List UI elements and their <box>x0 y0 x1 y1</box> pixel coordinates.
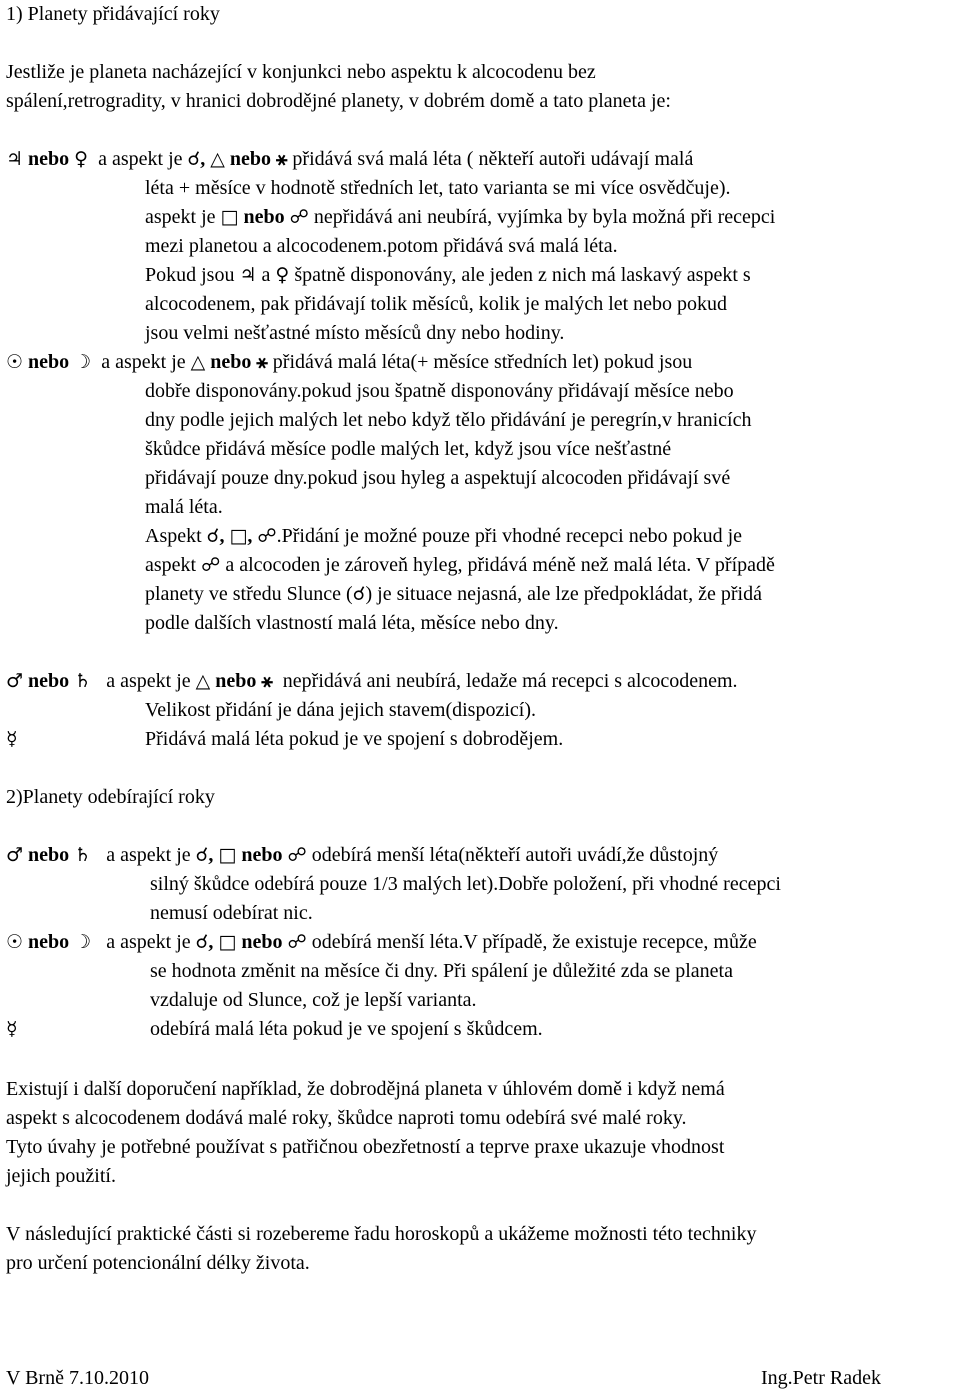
conjunction-icon: ☌ <box>352 583 366 605</box>
line-text: aspekt <box>145 554 197 576</box>
trine-icon: △ <box>210 148 225 170</box>
section-2-heading: 2)Planety odebírající roky <box>6 786 215 808</box>
comma: , <box>247 525 253 547</box>
closing-line-4: jejich použití. <box>6 1165 116 1187</box>
mars-icon: ♂ <box>6 844 24 866</box>
jupiter-venus-line-3 <box>145 205 775 229</box>
mercury-icon: ☿ <box>6 728 18 750</box>
sun-moon-line-2: dobře disponovány.pokud jsou špatně disponovány přidávají měsíce nebo <box>145 380 734 402</box>
line-text: a alcocoden je zároveň hyleg, přidává méně než malá léta. V případě <box>225 554 775 576</box>
line-text: Pokud jsou <box>145 264 235 286</box>
jupiter-venus-heading <box>6 147 693 171</box>
conjunction-icon: ☌ <box>195 931 209 953</box>
nebo-label: nebo <box>241 844 283 866</box>
moon-icon: ☽ <box>74 931 92 953</box>
aspect-lead: a aspekt je <box>98 148 183 170</box>
sextile-icon: ⚹ <box>256 351 268 373</box>
trine-icon: △ <box>190 351 206 373</box>
opposition-icon: ☍ <box>201 554 221 576</box>
square-icon: □ <box>220 206 239 228</box>
mercury-text: Přidává malá léta pokud je ve spojení s dobrodějem. <box>145 728 564 750</box>
comma: , <box>200 148 206 170</box>
aspect-tail: nepřidává ani neubírá, ledaže má recepci s alcocodenem. <box>282 670 738 692</box>
nebo-label: nebo <box>210 351 252 373</box>
line-text: planety ve středu Slunce ( <box>145 583 353 605</box>
sun-moon-heading <box>6 350 692 374</box>
opposition-icon: ☍ <box>287 844 307 866</box>
s2-mercury-text: odebírá malá léta pokud je ve spojení s škůdcem. <box>150 1018 543 1040</box>
conjunction-icon: ☌ <box>206 525 220 547</box>
s2-sun-moon-heading <box>6 930 757 954</box>
closing-line-1: Existují i další doporučení například, že dobrodějná planeta v úhlovém domě i když nemá <box>6 1078 725 1100</box>
mercury-line <box>6 727 18 751</box>
line-text: Aspekt <box>145 525 202 547</box>
aspect-lead: a aspekt je <box>106 931 191 953</box>
s2-mars-saturn-heading <box>6 843 718 867</box>
s2-mars-saturn-line-3: nemusí odebírat nic. <box>150 902 313 924</box>
venus-icon: ♀ <box>74 148 89 170</box>
closing-line-2: aspekt s alcocodenem dodává malé roky, škůdce naproti tomu odebírá své malé roky. <box>6 1107 687 1129</box>
s2-mercury-line <box>6 1017 18 1041</box>
nebo-label: nebo <box>28 351 70 373</box>
opposition-icon: ☍ <box>289 206 309 228</box>
nebo-label: nebo <box>229 148 272 170</box>
sextile-icon: ⚹ <box>276 148 288 170</box>
sun-moon-line-4: škůdce přidává měsíce podle malých let, když jsou více nešťastné <box>145 438 672 460</box>
aspect-tail: odebírá menší léta(někteří autoři uvádí,že důstojný <box>311 844 719 866</box>
mars-icon: ♂ <box>6 670 24 692</box>
comma: , <box>208 844 214 866</box>
comma: , <box>219 525 225 547</box>
sun-moon-line-10: podle dalších vlastností malá léta, měsíce nebo dny. <box>145 612 559 634</box>
aspect-tail: přidává malá léta(+ měsíce středních let) pokud jsou <box>272 351 693 373</box>
nebo-label: nebo <box>241 931 283 953</box>
closing-line-3: Tyto úvahy je potřebné používat s patřičnou obezřetností a teprve praxe ukazuje vhodnost <box>6 1136 725 1158</box>
sun-moon-line-3: dny podle jejich malých let nebo když tělo přidávání je peregrín,v hranicích <box>145 409 752 431</box>
sun-moon-line-8 <box>145 553 775 577</box>
sextile-icon: ⚹ <box>261 670 273 692</box>
nebo-label: nebo <box>28 931 70 953</box>
line-text: .Přidání je možné pouze při vhodné recepci nebo pokud je <box>276 525 743 547</box>
square-icon: □ <box>229 525 248 547</box>
square-icon: □ <box>218 931 237 953</box>
mars-saturn-heading <box>6 669 738 693</box>
intro-line-1: Jestliže je planeta nacházející v konjunkci nebo aspektu k alcocodenu bez <box>6 61 596 83</box>
final-line-1: V následující praktické části si rozebereme řadu horoskopů a ukážeme možnosti této techniky <box>6 1223 757 1245</box>
line-text: nepřidává ani neubírá, vyjímka by byla možná při recepci <box>313 206 776 228</box>
sun-moon-line-7 <box>145 524 742 548</box>
comma: , <box>208 931 214 953</box>
footer-place-date: V Brně 7.10.2010 <box>6 1367 149 1389</box>
final-line-2: pro určení potencionální délky života. <box>6 1252 310 1274</box>
s2-sun-moon-line-2: se hodnota změnit na měsíce či dny. Při spálení je důležité zda se planeta <box>150 960 733 982</box>
jupiter-venus-line-2: léta + měsíce v hodnotě středních let, tato varianta se mi více osvědčuje). <box>145 177 731 199</box>
line-text: špatně disponovány, ale jeden z nich má laskavý aspekt s <box>294 264 751 286</box>
conjunction-icon: ☌ <box>195 844 209 866</box>
nebo-label: nebo <box>28 670 70 692</box>
saturn-icon: ♄ <box>74 844 92 866</box>
jupiter-venus-line-6: alcocodenem, pak přidávají tolik měsíců, kolik je malých let nebo pokud <box>145 293 728 315</box>
sun-moon-line-5: přidávají pouze dny.pokud jsou hyleg a aspektují alcocoden přidávají své <box>145 467 731 489</box>
jupiter-icon: ♃ <box>6 148 24 170</box>
saturn-icon: ♄ <box>74 670 92 692</box>
opposition-icon: ☍ <box>287 931 307 953</box>
jupiter-venus-line-5 <box>145 263 751 287</box>
sun-moon-line-6: malá léta. <box>145 496 223 518</box>
conjunction-icon: ☌ <box>187 148 201 170</box>
aspect-lead: aspekt je <box>145 206 216 228</box>
line-text: ) je situace nejasná, ale lze předpokládat, že přidá <box>365 583 762 605</box>
sun-icon: ☉ <box>6 931 24 953</box>
s2-mars-saturn-line-2: silný škůdce odebírá pouze 1/3 malých let).Dobře položení, při vhodné recepci <box>150 873 781 895</box>
jupiter-icon: ♃ <box>239 264 257 286</box>
section-1-heading: 1) Planety přidávající roky <box>6 3 220 25</box>
nebo-label: nebo <box>243 206 285 228</box>
line-text: a <box>261 264 271 286</box>
mars-saturn-line-2: Velikost přidání je dána jejich stavem(dispozicí). <box>145 699 536 721</box>
square-icon: □ <box>218 844 237 866</box>
nebo-label: nebo <box>28 844 70 866</box>
aspect-tail: přidává svá malá léta ( někteří autoři udávají malá <box>292 148 694 170</box>
intro-line-2: spálení,retrogradity, v hranici dobrodějné planety, v dobrém domě a tato planeta je: <box>6 90 671 112</box>
aspect-lead: a aspekt je <box>106 670 191 692</box>
nebo-label: nebo <box>215 670 257 692</box>
nebo-label: nebo <box>28 148 70 170</box>
aspect-tail: odebírá menší léta.V případě, že existuje recepce, může <box>311 931 757 953</box>
jupiter-venus-line-7: jsou velmi nešťastné místo měsíců dny nebo hodiny. <box>145 322 565 344</box>
sun-moon-line-9 <box>145 582 762 606</box>
jupiter-venus-line-4: mezi planetou a alcocodenem.potom přidává svá malá léta. <box>145 235 618 257</box>
sun-icon: ☉ <box>6 351 24 373</box>
venus-icon: ♀ <box>275 264 290 286</box>
moon-icon: ☽ <box>74 351 92 373</box>
aspect-lead: a aspekt je <box>101 351 186 373</box>
trine-icon: △ <box>195 670 211 692</box>
opposition-icon: ☍ <box>257 525 277 547</box>
s2-sun-moon-line-3: vzdaluje od Slunce, což je lepší varianta. <box>150 989 477 1011</box>
mercury-icon: ☿ <box>6 1018 18 1040</box>
aspect-lead: a aspekt je <box>106 844 191 866</box>
footer-author: Ing.Petr Radek <box>761 1367 881 1389</box>
